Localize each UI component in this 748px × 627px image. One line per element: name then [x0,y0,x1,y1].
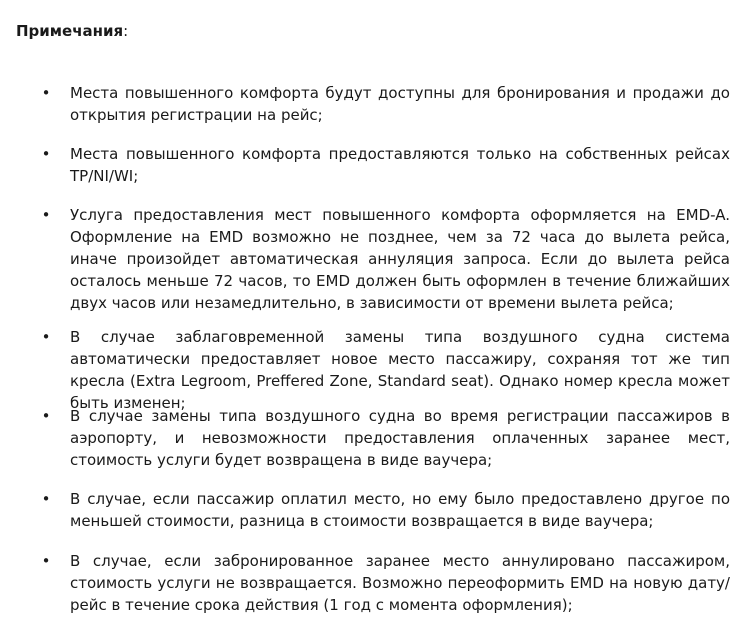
bullet-icon: • [41,328,51,346]
bullet-icon: • [41,490,51,508]
list-item-text: Места повышенного комфорта будут доступны для бронирования и продажи до открытия регистрации на рейс; [70,84,730,124]
bullet-icon: • [41,84,51,102]
bullet-icon: • [41,552,51,570]
bullet-icon: • [41,145,51,163]
list-item-text: Места повышенного комфорта предоставляются только на собственных рейсах TP/NI/WI; [70,145,730,185]
notes-heading [16,20,128,42]
bullet-icon: • [41,407,51,425]
bullet-icon: • [41,206,51,224]
list-item-text: В случае, если пассажир оплатил место, но ему было предоставлено другое по меньшей стоимости, разница в стоимости возвращается в виде ваучера; [70,490,730,530]
notes-heading-colon: : [123,22,129,40]
list-item-text: Услуга предоставления мест повышенного комфорта оформляется на EMD-A. Оформление на EMD возможно не позднее, чем за 72 часа до вылета рейса, иначе произойдет автоматическая аннуляция запроса. Если до вылета рейса осталось меньше 72 часов, то EMD должен быть оформлен в течение ближайших двух часов или незамедлительно, в зависимости от времени вылета рейса; [70,206,730,312]
notes-heading-label: Примечания [16,22,124,40]
list-item-text: В случае замены типа воздушного судна во время регистрации пассажиров в аэропорту, и невозможности предоставления оплаченных заранее мест, стоимость услуги будет возвращена в виде ваучера; [70,407,730,469]
list-item-text: В случае, если забронированное заранее место аннулировано пассажиром, стоимость услуги не возвращается. Возможно переоформить EMD на новую дату/рейс в течение срока действия (1 год с момента оформления); [70,552,730,614]
list-item-text: В случае заблаговременной замены типа воздушного судна система автоматически предоставляет новое место пассажиру, сохраняя тот же тип кресла (Extra Legroom, Preffered Zone, Standard seat). Однако номер кресла может быть изменен; [70,328,730,412]
